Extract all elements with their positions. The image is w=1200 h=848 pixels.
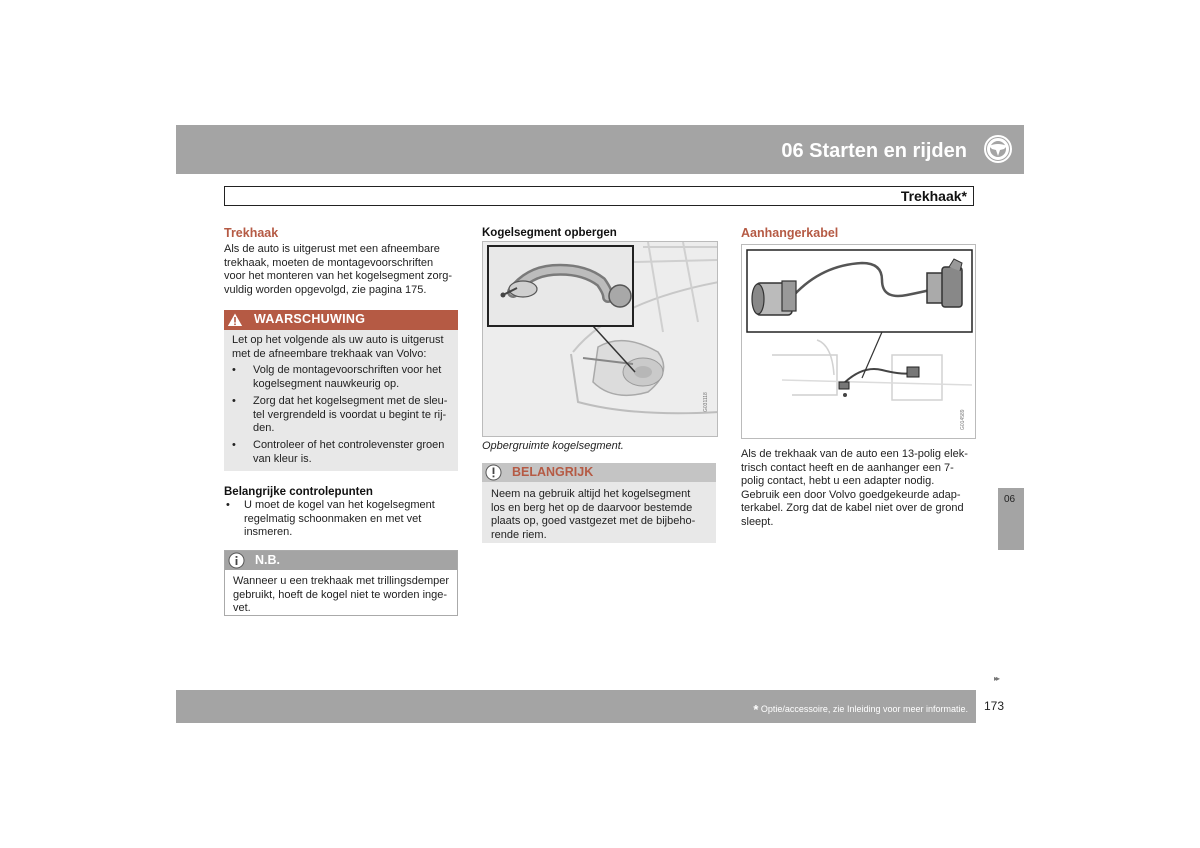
important-box bbox=[482, 463, 716, 543]
bullet-line: Zorg dat het kogelsegment met de sleu- bbox=[253, 395, 448, 407]
storage-illustration bbox=[482, 241, 718, 437]
important-header bbox=[482, 463, 716, 482]
continue-marker: ▸▸ bbox=[994, 674, 999, 683]
warning-bullet-text bbox=[253, 395, 453, 436]
steering-wheel-icon bbox=[973, 125, 1024, 174]
right-line: trisch contact heeft en de aanhanger een 7- bbox=[741, 461, 954, 474]
footnote-star: * bbox=[753, 702, 759, 717]
bullet-dot: • bbox=[226, 499, 230, 511]
bullet-line: Volg de montagevoorschriften voor het bbox=[253, 364, 442, 376]
right-line: polig contact, hebt u een adapter nodig. bbox=[741, 475, 935, 487]
important-text bbox=[491, 488, 713, 542]
warning-intro-line: met de afneembare trekhaak van Volvo: bbox=[232, 347, 427, 360]
checkpoint-line: U moet de kogel van het kogelsegment bbox=[244, 499, 435, 511]
bullet-dot: • bbox=[232, 364, 236, 376]
left-heading: Trekhaak bbox=[224, 226, 279, 240]
image-caption: Opbergruimte kogelsegment. bbox=[482, 440, 624, 452]
warning-intro bbox=[232, 334, 456, 361]
page-number: 173 bbox=[984, 699, 1005, 713]
intro-line: Als de auto is uitgerust met een afneembare bbox=[224, 243, 440, 255]
warning-bullet-text bbox=[253, 439, 453, 466]
note-text bbox=[233, 575, 455, 616]
checkpoint-line: regelmatig schoonmaken en met vet bbox=[244, 512, 422, 525]
checkpoints-heading: Belangrijke controlepunten bbox=[224, 486, 373, 498]
intro-line: voor het monteren van het kogelsegment zorg- bbox=[224, 270, 453, 282]
right-heading: Aanhangerkabel bbox=[741, 226, 839, 240]
footnote-text: Optie/accessoire, zie Inleiding voor meer informatie. bbox=[760, 704, 968, 714]
chapter-tab[interactable] bbox=[998, 488, 1024, 550]
right-line: Gebruik een door Volvo goedgekeurde adap- bbox=[741, 488, 961, 501]
info-icon bbox=[228, 552, 245, 569]
note-line: gebruikt, hoeft de kogel niet te worden inge- bbox=[233, 588, 448, 601]
important-line: plaats op, goed vastgezet met de bijbeho- bbox=[491, 515, 696, 527]
bullet-line: Controleer of het controlevenster groen bbox=[253, 439, 445, 451]
intro-line: vuldig worden opgevolgd, zie pagina 175. bbox=[224, 283, 427, 296]
important-line: rende riem. bbox=[491, 528, 547, 541]
cable-illustration bbox=[741, 244, 976, 439]
note-header bbox=[225, 551, 457, 570]
right-line: sleept. bbox=[741, 515, 774, 528]
note-title: N.B. bbox=[255, 553, 280, 567]
important-line: Neem na gebruik altijd het kogelsegment bbox=[491, 488, 691, 500]
warning-triangle-icon bbox=[226, 311, 244, 328]
left-intro bbox=[224, 243, 460, 297]
bullet-line: kogelsegment nauwkeurig op. bbox=[253, 377, 400, 390]
note-box bbox=[224, 550, 458, 616]
image-code: G014589 bbox=[960, 409, 966, 430]
warning-bullet-text bbox=[253, 364, 453, 391]
intro-line: trekhaak, moeten de montagevoorschriften bbox=[224, 256, 434, 269]
bullet-line: tel vergrendeld is voordat u begint te rij- bbox=[253, 408, 447, 421]
important-title: BELANGRIJK bbox=[512, 465, 594, 479]
chapter-tab-label: 06 bbox=[1004, 494, 1016, 505]
right-line: Als de trekhaak van de auto een 13-polig elek- bbox=[741, 448, 968, 460]
middle-heading: Kogelsegment opbergen bbox=[482, 227, 617, 239]
important-line: los en berg het op de daarvoor bestemde bbox=[491, 501, 693, 514]
footer-bar bbox=[176, 690, 976, 723]
chapter-header bbox=[176, 125, 1024, 174]
warning-title: WAARSCHUWING bbox=[254, 312, 366, 326]
bullet-line: den. bbox=[253, 422, 275, 434]
right-line: terkabel. Zorg dat de kabel niet over de grond bbox=[741, 502, 964, 514]
checkpoint-text bbox=[244, 499, 460, 540]
checkpoint-line: insmeren. bbox=[244, 526, 293, 538]
note-line: Wanneer u een trekhaak met trillingsdemper bbox=[233, 575, 450, 587]
warning-intro-line: Let op het volgende als uw auto is uitgerust bbox=[232, 334, 444, 346]
image-code: G031118 bbox=[703, 392, 709, 412]
exclamation-icon bbox=[485, 464, 502, 481]
warning-header bbox=[224, 310, 458, 330]
right-text bbox=[741, 448, 981, 529]
section-title-box bbox=[224, 186, 974, 206]
bullet-dot: • bbox=[232, 439, 236, 451]
note-line: vet. bbox=[233, 602, 251, 614]
footnote bbox=[753, 702, 968, 717]
bullet-dot: • bbox=[232, 395, 236, 407]
bullet-line: van kleur is. bbox=[253, 452, 312, 465]
section-title: Trekhaak* bbox=[900, 188, 967, 204]
warning-box bbox=[224, 310, 458, 471]
chapter-title: 06 Starten en rijden bbox=[781, 140, 967, 162]
